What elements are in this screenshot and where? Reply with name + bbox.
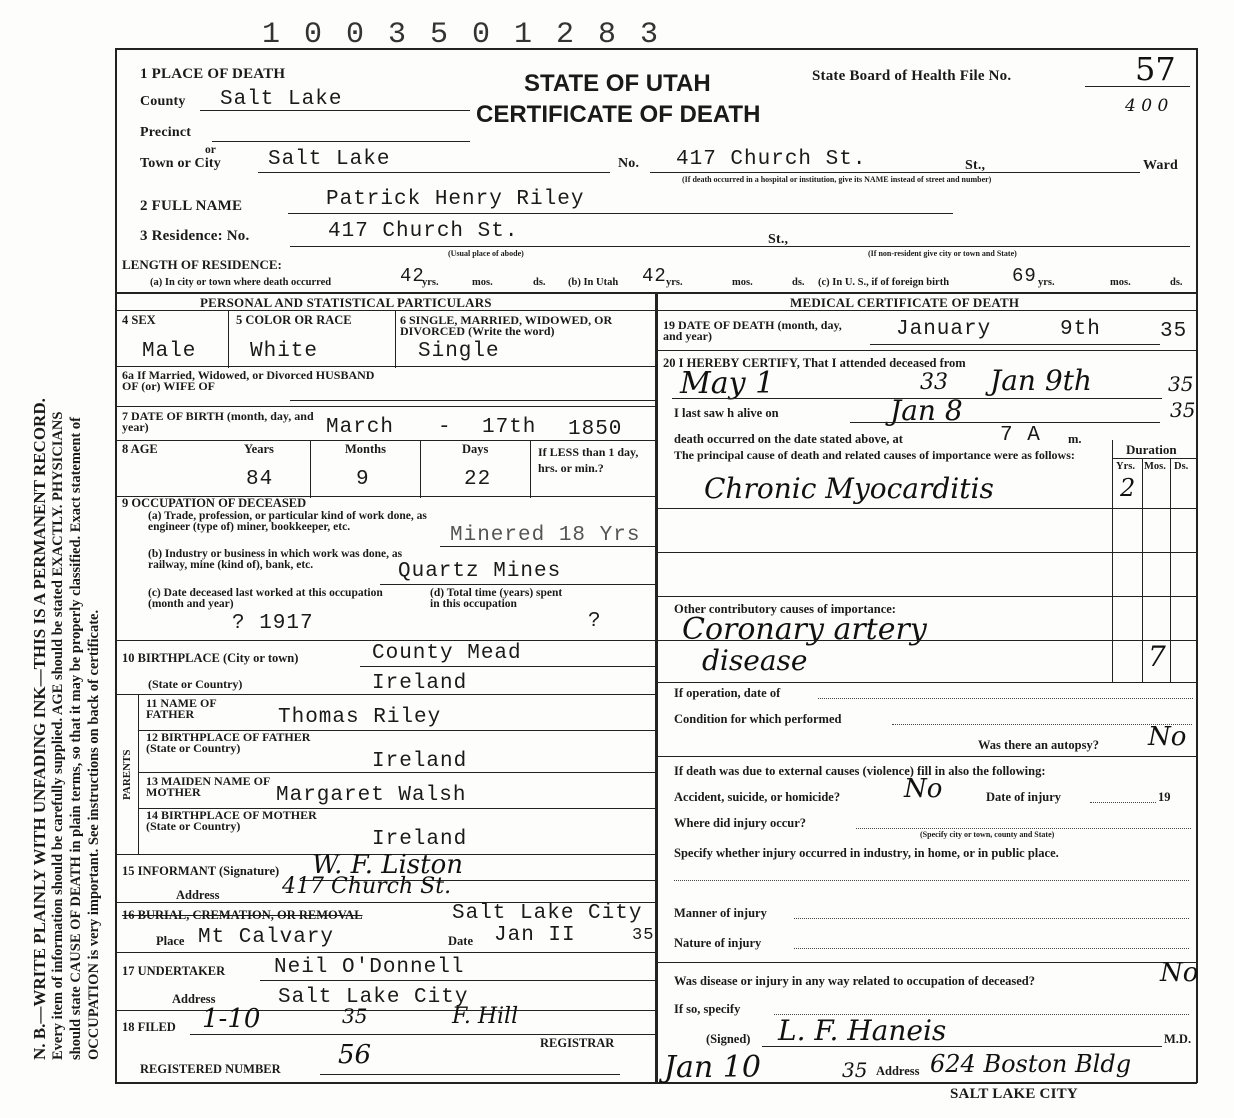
birthplace-state-label: (State or Country) <box>148 677 243 691</box>
injury-year-label: 19 <box>1158 790 1171 804</box>
residence-city-yrs: yrs. <box>422 277 439 288</box>
or-label: or <box>205 144 216 156</box>
undertaker-label: 17 UNDERTAKER <box>122 964 226 978</box>
mother-label: 13 MAIDEN NAME OF MOTHER <box>146 774 270 799</box>
residence-us-years: 69 <box>1012 265 1037 287</box>
burial-row-line <box>115 952 655 953</box>
burial-city: Salt Lake City <box>452 902 643 925</box>
file-note: 4 0 0 <box>1125 96 1169 116</box>
serial-number: 1 0 0 3 5 0 1 2 8 3 <box>262 18 662 52</box>
cause-line-1 <box>657 508 1197 509</box>
physician-suffix: M.D. <box>1164 1032 1192 1046</box>
color-label: 5 COLOR OR RACE <box>236 313 352 327</box>
injury-date-line <box>1090 802 1156 803</box>
filed-label: 18 FILED <box>122 1020 176 1034</box>
form-top-border <box>115 48 1197 50</box>
residence-label: 3 Residence: No. <box>140 228 250 244</box>
informant-label: 15 INFORMANT (Signature) <box>122 864 280 878</box>
occupation-d-label: (d) Total time (years) spent in this occupation <box>430 587 563 610</box>
medical-heading-line <box>657 310 1197 311</box>
form-left-border <box>115 48 117 1083</box>
cause-value: Chronic Myocarditis <box>704 472 994 505</box>
attended-to: Jan 9th <box>990 364 1092 397</box>
duration-mos: Mos. <box>1144 461 1166 472</box>
residence-utah-years: 42 <box>642 265 667 287</box>
external-label: If death was due to external causes (violence) fill in also the following: <box>674 764 1046 778</box>
last-saw-year: 35 <box>1170 398 1196 422</box>
birthplace-label: 10 BIRTHPLACE (City or town) <box>122 651 299 665</box>
street-value: 417 Church St. <box>676 148 867 171</box>
age-label: 8 AGE <box>122 442 158 456</box>
ward-label: Ward <box>1143 158 1179 173</box>
residence-utah-yrs: yrs. <box>666 277 683 288</box>
residence-value: 417 Church St. <box>328 220 519 243</box>
form-bottom-border <box>115 1082 1197 1084</box>
birthplace-city: County Mead <box>372 642 522 665</box>
side-note-line1: N. B.—WRITE PLAINLY WITH UNFADING INK—THIS IS A PERMANENT RECORD. <box>30 398 49 1060</box>
accident-value: No <box>904 774 943 804</box>
undertaker-address: Salt Lake City <box>278 986 469 1009</box>
where-label: Where did injury occur? <box>674 816 807 830</box>
spouse-row-line <box>115 406 655 407</box>
dod-year: 35 <box>1160 320 1188 343</box>
county-value: Salt Lake <box>220 88 343 111</box>
death-time-label: death occurred on the date stated above, at <box>674 432 903 446</box>
street-line <box>650 172 1140 173</box>
residence-line <box>290 246 1190 247</box>
residence-utah-ds: ds. <box>792 277 805 288</box>
dob-dash: - <box>438 416 452 439</box>
undertaker-line <box>260 980 655 981</box>
nature-line <box>794 948 1189 949</box>
informant-address-label: Address <box>176 888 220 902</box>
occupation-b-label: (b) Industry or business in which work was done, as railway, mine (kind of), bank, etc. <box>148 548 403 571</box>
signature-address: 624 Boston Bldg <box>930 1050 1132 1078</box>
burial-label: 16 BURIAL, CREMATION, OR REMOVAL <box>122 908 363 922</box>
months-label: Months <box>345 442 386 456</box>
duration-heading-line <box>1112 458 1197 459</box>
occupation-a-value: Minered 18 Yrs <box>450 524 641 547</box>
dob-year: 1850 <box>568 418 623 441</box>
duration-col-1 <box>1142 458 1143 682</box>
hospital-note: (If death occurred in a hospital or institution, give its NAME instead of street and number) <box>682 175 992 184</box>
informant-address: 417 Church St. <box>282 874 452 899</box>
physician-signature: L. F. Haneis <box>778 1014 947 1047</box>
undertaker-value: Neil O'Donnell <box>274 956 465 979</box>
undertaker-row-line <box>115 1010 655 1011</box>
spouse-label: 6a If Married, Widowed, or Divorced HUSBAND OF (or) WIFE OF <box>122 368 375 393</box>
personal-heading-line <box>115 310 655 311</box>
duration-label: Duration <box>1126 442 1177 457</box>
where-note: (Specify city or town, county and State) <box>920 830 1055 839</box>
nonresident-note: (If non-resident give city or town and State) <box>868 249 1017 258</box>
burial-date-label: Date <box>448 934 473 948</box>
operation-line <box>818 698 1193 699</box>
death-time-m: m. <box>1068 432 1082 446</box>
autopsy-value: No <box>1148 722 1187 752</box>
dob-day: 17th <box>482 416 537 439</box>
occupation-c-label: (c) Date deceased last worked at this occupation (month and year) <box>148 587 383 610</box>
precinct-line <box>212 141 470 142</box>
dob-label: 7 DATE OF BIRTH (month, day, and year) <box>122 409 314 434</box>
occupation-a-line <box>440 546 655 547</box>
duration-col-2 <box>1170 458 1171 682</box>
nature-label: Nature of injury <box>674 936 762 950</box>
contrib-line1: Coronary artery <box>682 612 927 647</box>
autopsy-row-line <box>657 756 1197 757</box>
burial-place-label: Place <box>156 934 185 948</box>
residence-us-label: (c) In U. S., if of foreign birth <box>818 277 950 288</box>
occupation-b-value: Quartz Mines <box>398 560 562 583</box>
medical-heading: MEDICAL CERTIFICATE OF DEATH <box>790 295 1020 310</box>
father-label: 11 NAME OF FATHER <box>146 696 217 721</box>
related-label: Was disease or injury in any way related to occupation of deceased? <box>674 974 1035 988</box>
signature-address-label: Address <box>876 1064 920 1078</box>
condition-label: Condition for which performed <box>674 712 842 726</box>
attended-from: May 1 <box>680 366 775 401</box>
registrar-signature: F. Hill <box>452 1004 519 1029</box>
registrar-label: REGISTRAR <box>540 1036 615 1050</box>
file-number: 57 <box>1135 50 1176 88</box>
manner-label: Manner of injury <box>674 906 767 920</box>
death-time-value: 7 A <box>1000 424 1041 447</box>
father-birthplace: Ireland <box>372 750 468 773</box>
birthplace-country: Ireland <box>372 672 468 695</box>
residence-us-yrs: yrs. <box>1038 277 1055 288</box>
full-name-label: 2 FULL NAME <box>140 198 243 214</box>
burial-place: Mt Calvary <box>198 926 335 949</box>
dob-month: March <box>326 416 395 439</box>
county-line <box>200 110 470 111</box>
dod-row-line <box>657 350 1197 351</box>
residence-city-ds: ds. <box>533 277 546 288</box>
birthplace-row-line <box>115 694 655 695</box>
mother-birthplace: Ireland <box>372 828 468 851</box>
marital-label: 6 SINGLE, MARRIED, WIDOWED, OR DIVORCED (Write the word) <box>400 313 613 338</box>
informant-signature: W. F. Liston <box>312 850 463 880</box>
residence-us-ds: ds. <box>1170 277 1183 288</box>
filed-year: 35 <box>342 1004 368 1028</box>
occupation-d-value: ? <box>588 610 602 633</box>
father-value: Thomas Riley <box>278 706 442 729</box>
usual-abode-note: (Usual place of abode) <box>448 249 524 258</box>
town-line <box>258 172 610 173</box>
nature-row-line <box>657 962 1197 963</box>
attended-to-year: 35 <box>1168 372 1194 396</box>
residence-city-mos: mos. <box>472 277 493 288</box>
occupation-row-line <box>115 640 655 641</box>
father-bp-line <box>138 772 655 773</box>
injury-date-label: Date of injury <box>986 790 1061 804</box>
last-saw-line <box>850 422 1160 423</box>
occupation-label: 9 OCCUPATION OF DECEASED <box>122 496 307 510</box>
last-saw-label: I last saw h alive on <box>674 406 779 420</box>
residence-us-mos: mos. <box>1110 277 1131 288</box>
parents-label: PARENTS <box>121 749 133 800</box>
duration-divider <box>1112 440 1113 682</box>
sex-label: 4 SEX <box>122 313 156 327</box>
residence-st-label: St., <box>768 232 789 247</box>
years-label: Years <box>244 442 274 456</box>
signed-label: (Signed) <box>706 1032 751 1046</box>
color-value: White <box>250 340 319 363</box>
burial-date: Jan II <box>494 924 576 947</box>
age-months-value: 9 <box>356 468 370 491</box>
less-than-label: If LESS than 1 day, hrs. or min.? <box>538 445 639 475</box>
operation-label: If operation, date of <box>674 686 781 700</box>
cause-duration: 2 <box>1120 474 1136 502</box>
marital-value: Single <box>418 340 500 363</box>
registered-number-line <box>320 1074 620 1075</box>
occupation-a-label: (a) Trade, profession, or particular kind of work done, as engineer (type of) miner, bookkeeper, etc. <box>148 510 427 533</box>
title-certificate: CERTIFICATE OF DEATH <box>476 101 761 128</box>
dob-row-line <box>115 440 655 441</box>
residence-city-label: (a) In city or town where death occurred <box>150 277 332 288</box>
signature-year: 35 <box>842 1058 868 1082</box>
precinct-label: Precinct <box>140 125 192 140</box>
color-divider <box>395 310 396 368</box>
residence-utah-label: (b) In Utah <box>568 277 619 288</box>
cause-line-3 <box>657 596 1197 597</box>
length-of-residence-label: LENGTH OF RESIDENCE: <box>122 257 282 272</box>
side-note-line2: Every item of information should be carefully supplied. AGE should be stated EXACTLY. PHYSICIANS <box>50 411 66 1060</box>
dod-day: 9th <box>1060 318 1101 341</box>
residence-utah-mos: mos. <box>732 277 753 288</box>
father-birthplace-label: 12 BIRTHPLACE OF FATHER (State or Country) <box>146 730 311 755</box>
file-number-label: State Board of Health File No. <box>812 68 1012 84</box>
dod-label: 19 DATE OF DEATH (month, day, and year) <box>663 318 842 343</box>
mother-value: Margaret Walsh <box>276 784 467 807</box>
age-days-value: 22 <box>464 468 492 491</box>
sex-divider <box>228 310 229 368</box>
spouse-line <box>290 400 655 401</box>
parents-divider <box>138 694 139 854</box>
occupation-b-line <box>380 584 655 585</box>
filed-date: 1-10 <box>202 1004 261 1034</box>
specify-label: Specify whether injury occurred in industry, in home, or in public place. <box>674 846 1059 860</box>
if-so-label: If so, specify <box>674 1002 741 1016</box>
manner-line <box>794 918 1189 919</box>
contrib-line <box>657 640 1197 641</box>
related-value: No <box>1160 958 1199 988</box>
sex-row-line <box>115 366 655 367</box>
mother-birthplace-label: 14 BIRTHPLACE OF MOTHER (State or Country) <box>146 808 317 833</box>
dod-line <box>870 344 1160 345</box>
specify-line-1 <box>674 880 1189 881</box>
personal-heading: PERSONAL AND STATISTICAL PARTICULARS <box>200 295 492 310</box>
city-footer: SALT LAKE CITY <box>950 1086 1078 1102</box>
side-note-line4: OCCUPATION is very important. See instructions on back of certificate. <box>86 609 102 1060</box>
occupation-c-value: ? 1917 <box>232 612 314 635</box>
town-label: Town or City <box>140 156 221 171</box>
dod-month: January <box>896 318 992 341</box>
registered-number-label: REGISTERED NUMBER <box>140 1062 281 1076</box>
cause-line-2 <box>657 552 1197 553</box>
signature-date: Jan 10 <box>664 1050 761 1085</box>
attended-from-year: 33 <box>920 370 948 395</box>
center-divider <box>655 292 658 1082</box>
last-saw-value: Jan 8 <box>890 394 963 427</box>
side-note-line3: should state CAUSE OF DEATH in plain terms, so that it may be properly classified. Exact statement of <box>68 417 84 1060</box>
signed-line <box>762 1046 1162 1047</box>
days-label: Days <box>462 442 489 456</box>
town-value: Salt Lake <box>268 148 391 171</box>
where-line <box>856 828 1191 829</box>
sex-value: Male <box>142 340 197 363</box>
duration-ds: Ds. <box>1174 461 1189 472</box>
undertaker-address-label: Address <box>172 992 216 1006</box>
title-state: STATE OF UTAH <box>524 70 711 97</box>
birthplace-city-line <box>360 666 655 667</box>
burial-year: 35 <box>632 926 655 945</box>
certify-label: 20 I HEREBY CERTIFY, That I attended deceased from <box>663 356 966 370</box>
duration-yrs: Yrs. <box>1116 461 1135 472</box>
contrib-row-line <box>657 682 1197 683</box>
place-of-death-label: 1 PLACE OF DEATH <box>140 66 286 82</box>
full-name-line <box>288 213 953 214</box>
county-label: County <box>140 94 186 109</box>
age-divider-2 <box>420 440 421 498</box>
street-st-label: St., <box>965 158 986 173</box>
age-divider-1 <box>310 440 311 498</box>
street-no-label: No. <box>618 156 640 171</box>
contrib-label: Other contributory causes of importance: <box>674 602 896 616</box>
filed-line <box>190 1034 655 1035</box>
file-number-line <box>1085 86 1190 87</box>
age-divider-3 <box>530 440 531 498</box>
residence-city-years: 42 <box>400 265 425 287</box>
contrib-duration: 7 <box>1148 640 1166 673</box>
contrib-line2: disease <box>702 644 808 677</box>
form-right-border <box>1196 48 1198 1083</box>
full-name-value: Patrick Henry Riley <box>326 188 585 211</box>
accident-label: Accident, suicide, or homicide? <box>674 790 841 804</box>
cause-label: The principal cause of death and related causes of importance were as follows: <box>674 448 1075 462</box>
condition-line <box>892 724 1192 725</box>
age-years-value: 84 <box>246 468 274 491</box>
autopsy-label: Was there an autopsy? <box>978 738 1099 752</box>
registered-number: 56 <box>338 1040 372 1070</box>
